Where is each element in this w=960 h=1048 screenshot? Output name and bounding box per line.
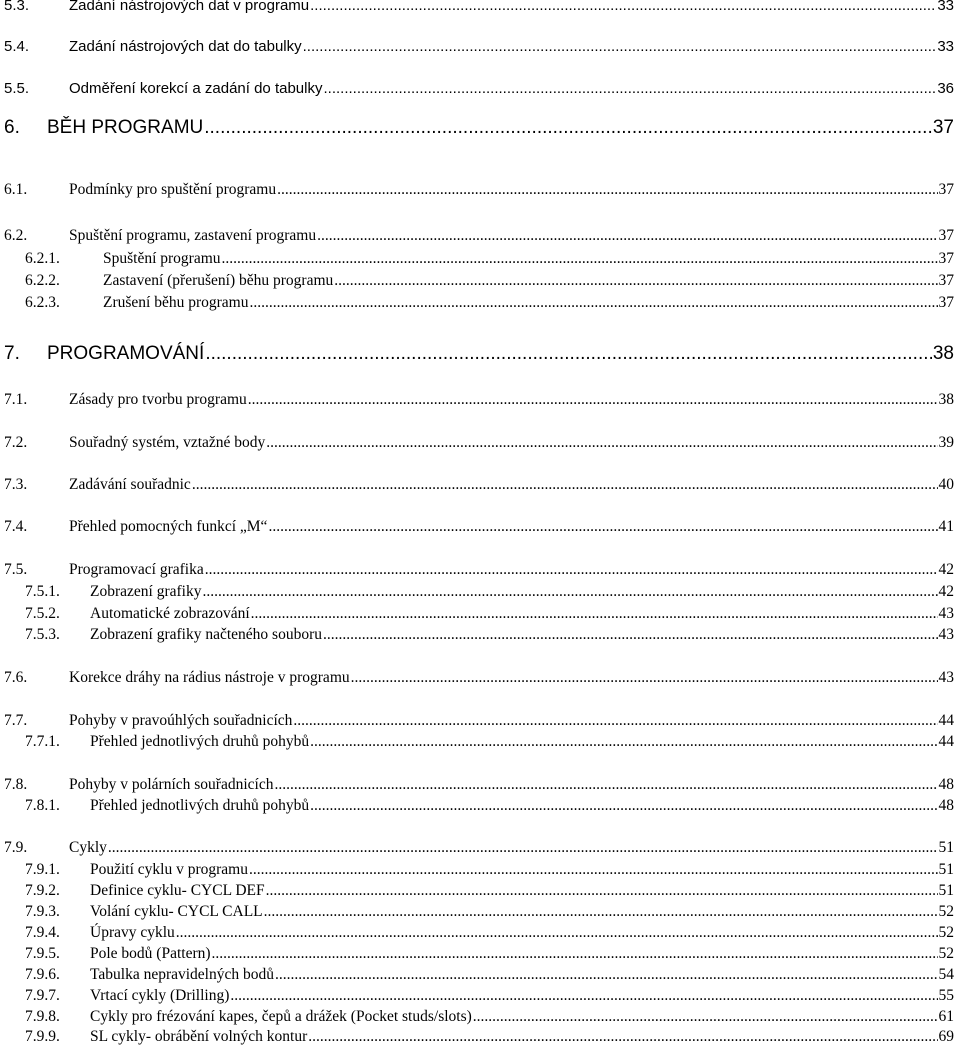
toc-entry-page: 37 [938,227,954,244]
toc-entry-number: 7.3. [4,476,28,493]
toc-entry[interactable] [4,712,954,730]
toc-entry-title: Zadávání souřadnic [69,476,191,493]
toc-leader-dots [303,38,937,55]
toc-entry-page: 51 [938,861,954,878]
toc-leader-dots [310,733,937,751]
toc-leader-dots [248,391,938,409]
toc-leader-dots [308,1028,937,1046]
toc-entry-number: 7.5.2. [25,605,60,622]
toc-entry[interactable] [4,839,954,857]
toc-entry-title: Zadání nástrojových dat v programu [69,0,310,14]
toc-entry-page: 38 [932,343,954,364]
toc-entry[interactable] [25,861,954,879]
toc-entry[interactable] [25,945,954,963]
toc-chapter[interactable] [4,343,954,365]
toc-leader-dots [192,476,938,494]
toc-entry-number: 7.1. [4,391,28,408]
toc-leader-dots [323,80,936,97]
toc-entry[interactable] [25,294,954,312]
toc-entry-number: 7.5. [4,561,28,578]
toc-entry-page: 40 [938,476,954,493]
toc-leader-dots [293,712,937,730]
toc-entry-number: 7.8. [4,776,28,793]
toc-entry[interactable] [25,605,954,623]
toc-entry-title: Přehled jednotlivých druhů pohybů [90,733,310,750]
toc-entry[interactable] [4,476,954,494]
toc-entry-page: 38 [938,391,954,408]
toc-entry-title: Úpravy cyklu [90,924,175,941]
toc-entry[interactable] [4,38,954,55]
toc-entry-title: Definice cyklu- CYCL DEF [90,882,265,899]
toc-entry-title: Cykly [69,839,107,856]
toc-entry-title: Volání cyklu- CYCL CALL [90,903,263,920]
toc-leader-dots [310,797,937,815]
toc-entry-page: 51 [938,882,954,899]
toc-leader-dots [205,561,938,579]
toc-leader-dots [274,776,937,794]
toc-leader-dots [264,903,938,921]
toc-entry-number: 7.9.8. [25,1008,60,1025]
toc-leader-dots [351,669,938,687]
toc-leader-dots [266,882,938,900]
toc-entry-page: 37 [938,272,954,289]
toc-entry-page: 39 [938,434,954,451]
toc-entry[interactable] [4,0,954,14]
toc-entry[interactable] [4,391,954,409]
toc-entry-title: Zobrazení grafiky načteného souboru [90,626,322,643]
toc-entry-number: 7.9.2. [25,882,60,899]
toc-leader-dots [176,924,938,942]
toc-entry[interactable] [25,272,954,290]
toc-entry-number: 5.3. [4,0,30,14]
toc-entry-number: 7.9.4. [25,924,60,941]
toc-entry-title: Souřadný systém, vztažné body [69,434,266,451]
toc-entry-number: 7.9.1. [25,861,60,878]
toc-entry-page: 48 [938,776,954,793]
toc-entry-number: 7.9.9. [25,1028,60,1045]
toc-entry-title: Odměření korekcí a zadání do tabulky [69,80,323,97]
toc-entry-title: Zadání nástrojových dat do tabulky [69,38,302,55]
toc-entry[interactable] [25,626,954,644]
toc-leader-dots [310,0,936,14]
toc-leader-dots [251,605,938,623]
toc-entry-number: 7.4. [4,518,28,535]
toc-entry[interactable] [25,797,954,815]
toc-entry-page: 61 [938,1008,954,1025]
toc-entry-title: Zrušení běhu programu [103,294,249,311]
toc-entry-title: PROGRAMOVÁNÍ [47,343,205,364]
toc-entry-page: 42 [938,561,954,578]
toc-entry-number: 7.5.1. [25,583,60,600]
toc-entry-title: Pohyby v pravoúhlých souřadnicích [69,712,293,729]
toc-entry-title: Použití cyklu v programu [90,861,248,878]
toc-entry-number: 7.6. [4,669,28,686]
toc-entry-title: Přehled pomocných funkcí „M“ [69,518,268,535]
toc-chapter[interactable] [4,117,954,139]
toc-entry-page: 52 [938,903,954,920]
toc-entry-number: 7.9.7. [25,987,60,1004]
toc-entry-number: 7.9. [4,839,28,856]
toc-entry-number: 5.4. [4,38,30,55]
toc-entry[interactable] [25,987,954,1005]
toc-entry-page: 41 [938,518,954,535]
toc-entry-number: 6.2.2. [25,272,60,289]
toc-entry-title: Automatické zobrazování [90,605,250,622]
toc-entry-number: 6.2.1. [25,250,60,267]
toc-entry[interactable] [4,227,954,245]
toc-entry[interactable] [25,966,954,984]
toc-entry[interactable] [4,181,954,199]
toc-entry[interactable] [25,1008,954,1026]
toc-leader-dots [266,434,937,452]
toc-entry-number: 7.9.5. [25,945,60,962]
toc-entry-number: 7.7. [4,712,28,729]
toc-entry[interactable] [25,250,954,268]
toc-entry-number: 7. [4,343,20,364]
toc-entry-page: 55 [938,987,954,1004]
toc-entry-page: 51 [938,839,954,856]
toc-entry-page: 48 [938,797,954,814]
toc-entry[interactable] [4,561,954,579]
toc-entry-number: 7.9.6. [25,966,60,983]
toc-entry-number: 7.7.1. [25,733,60,750]
toc-leader-dots [275,966,938,984]
toc-entry-title: Tabulka nepravidelných bodů [90,966,274,983]
toc-entry-title: Zobrazení grafiky [90,583,202,600]
toc-leader-dots [108,839,938,857]
toc-entry-page: 69 [938,1028,954,1045]
toc-entry-page: 44 [938,712,954,729]
toc-entry[interactable] [4,518,954,536]
toc-entry[interactable] [4,80,954,97]
toc-entry-title: Korekce dráhy na rádius nástroje v programu [69,669,350,686]
toc-entry[interactable] [25,583,954,601]
toc-leader-dots [334,272,937,290]
toc-entry-page: 52 [938,945,954,962]
toc-entry-title: Zastavení (přerušení) běhu programu [103,272,334,289]
toc-entry[interactable] [4,434,954,452]
toc-entry-page: 54 [938,966,954,983]
toc-entry-title: Programovací grafika [69,561,204,578]
toc-entry-page: 33 [937,38,954,55]
toc-entry-page: 37 [938,181,954,198]
toc-entry[interactable] [25,924,954,942]
toc-entry-number: 6.2. [4,227,28,244]
toc-entry[interactable] [25,733,954,751]
toc-entry-page: 36 [937,80,954,97]
toc-leader-dots [249,861,938,879]
toc-entry-page: 33 [937,0,954,14]
toc-entry-title: BĚH PROGRAMU [47,117,204,138]
toc-entry-page: 37 [932,117,954,138]
toc-entry-title: Zásady pro tvorbu programu [69,391,247,408]
toc-entry[interactable] [25,903,954,921]
toc-entry-page: 43 [938,626,954,643]
toc-leader-dots [473,1008,938,1026]
toc-entry-title: Cykly pro frézování kapes, čepů a drážek (Pocket studs/slots) [90,1008,472,1025]
toc-entry-page: 43 [938,669,954,686]
toc-entry-number: 6.1. [4,181,28,198]
toc-entry-page: 42 [938,583,954,600]
toc-entry-number: 6.2.3. [25,294,60,311]
toc-entry-title: Podmínky pro spuštění programu [69,181,277,198]
toc-entry-page: 37 [938,294,954,311]
toc-leader-dots [230,987,937,1005]
toc-leader-dots [250,294,938,312]
toc-entry-number: 7.5.3. [25,626,60,643]
toc-entry[interactable] [25,882,954,900]
toc-entry-number: 7.2. [4,434,28,451]
toc-entry[interactable] [4,669,954,687]
toc-entry-title: Vrtací cykly (Drilling) [90,987,230,1004]
toc-entry-page: 44 [938,733,954,750]
toc-leader-dots [205,343,932,365]
toc-entry-number: 5.5. [4,80,30,97]
toc-entry-page: 52 [938,924,954,941]
toc-entry[interactable] [4,776,954,794]
toc-entry-title: Spuštění programu, zastavení programu [69,227,317,244]
toc-leader-dots [277,181,937,199]
toc-entry-title: Pohyby v polárních souřadnicích [69,776,274,793]
toc-leader-dots [317,227,937,245]
toc-leader-dots [222,250,938,268]
toc-leader-dots [323,626,938,644]
toc-entry-title: Pole bodů (Pattern) [90,945,211,962]
toc-leader-dots [204,117,932,139]
toc-entry[interactable] [25,1028,954,1046]
toc-leader-dots [212,945,938,963]
toc-entry-page: 37 [938,250,954,267]
toc-entry-page: 43 [938,605,954,622]
toc-entry-number: 7.8.1. [25,797,60,814]
toc-leader-dots [202,583,937,601]
toc-entry-number: 6. [4,117,20,138]
toc-entry-title: Spuštění programu [103,250,221,267]
toc-entry-number: 7.9.3. [25,903,60,920]
toc-entry-title: Přehled jednotlivých druhů pohybů [90,797,310,814]
toc-entry-title: SL cykly- obrábění volných kontur [90,1028,308,1045]
toc-leader-dots [268,518,937,536]
